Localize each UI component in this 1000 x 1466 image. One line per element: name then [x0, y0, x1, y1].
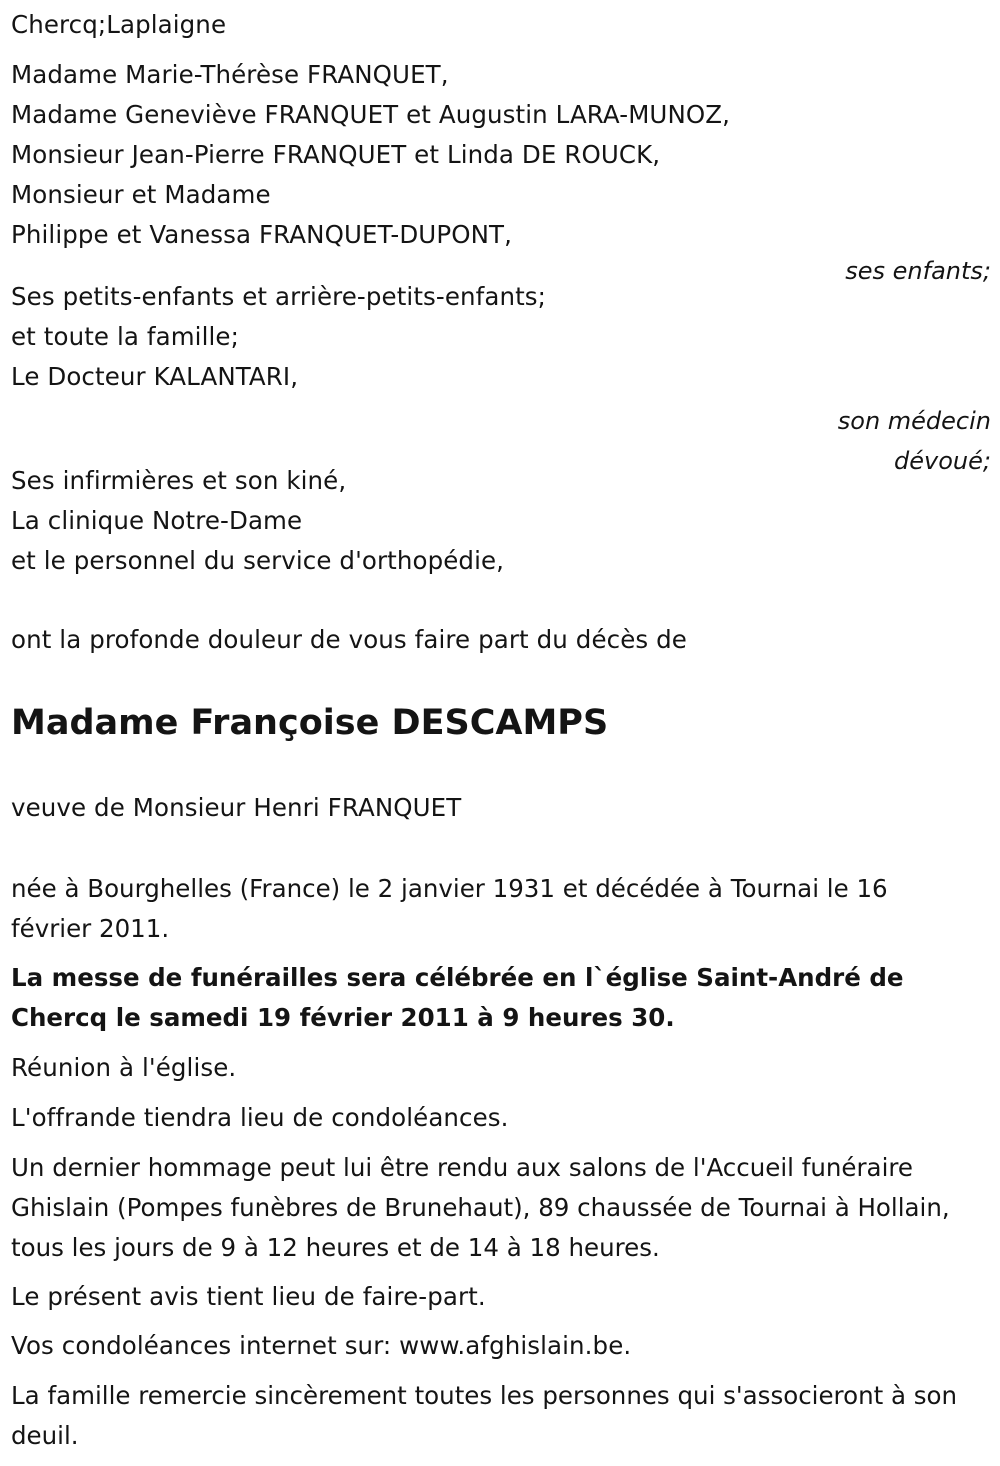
offering-text: L'offrande tiendra lieu de condoléances.: [11, 1103, 509, 1132]
birth-death-text: née à Bourghelles (France) le 2 janvier 1931 et décédée à Tournai le 16 février 2011.: [11, 874, 888, 943]
doctor-name: Le Docteur KALANTARI,: [11, 362, 299, 391]
meeting-text: Réunion à l'église.: [11, 1053, 237, 1082]
family-list: [11, 277, 991, 481]
doctor-role: dévoué;: [894, 447, 991, 475]
child-name: Philippe et Vanessa FRANQUET-DUPONT,: [11, 220, 512, 249]
deceased-name: Madame Françoise DESCAMPS: [11, 703, 609, 743]
doctor-role: son médecin: [837, 407, 991, 435]
family-line: et toute la famille;: [11, 322, 239, 351]
tribute-text: Un dernier hommage peut lui être rendu aux salons de l'Accueil funéraire Ghislain (Pompes funèbres de Brunehaut), 89 chaussée de Tournai à Hollain, tous les jours de 9 à 12 heures et de 14 à 18 heures.: [11, 1153, 950, 1262]
condolences-text: Vos condoléances internet sur: www.afghislain.be.: [11, 1331, 632, 1360]
care-list: [11, 461, 991, 581]
funeral-mass-text: La messe de funérailles sera célébrée en l`église Saint-André de Chercq le samedi 19 février 2011 à 9 heures 30.: [11, 963, 904, 1032]
announcement-text: ont la profonde douleur de vous faire part du décès de: [11, 625, 687, 654]
child-name: Monsieur Jean-Pierre FRANQUET et Linda DE ROUCK,: [11, 140, 661, 169]
care-line: et le personnel du service d'orthopédie,: [11, 546, 505, 575]
care-line: La clinique Notre-Dame: [11, 506, 303, 535]
children-role: ses enfants;: [845, 257, 991, 285]
widow-of-text: veuve de Monsieur Henri FRANQUET: [11, 793, 462, 822]
family-line: Ses petits-enfants et arrière-petits-enfants;: [11, 282, 547, 311]
care-line: Ses infirmières et son kiné,: [11, 466, 347, 495]
child-name: Madame Geneviève FRANQUET et Augustin LARA-MUNOZ,: [11, 100, 731, 129]
child-name: Monsieur et Madame: [11, 180, 271, 209]
child-name: Madame Marie-Thérèse FRANQUET,: [11, 60, 449, 89]
children-list: [11, 55, 991, 291]
thanks-text: La famille remercie sincèrement toutes les personnes qui s'associeront à son deuil.: [11, 1381, 958, 1450]
location-header: Chercq;Laplaigne: [11, 10, 227, 39]
notice-text: Le présent avis tient lieu de faire-part.: [11, 1282, 486, 1311]
